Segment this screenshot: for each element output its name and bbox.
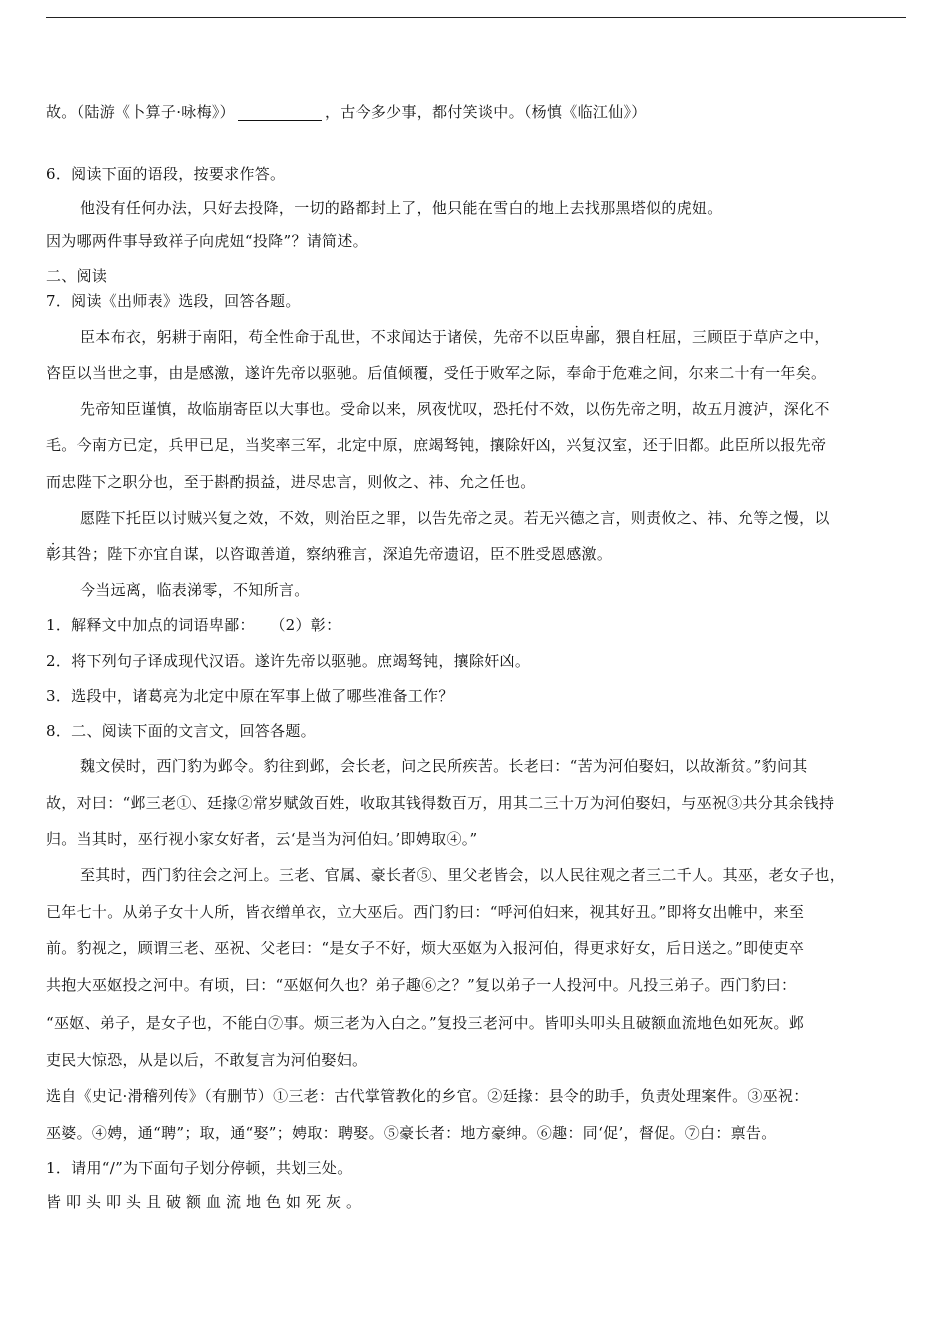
q8-para2-line2: 已年七十。从弟子女十人所，皆衣缯单衣，立大巫后。西门豹曰：“呼河伯妇来，视其好丑。”即将女出帷中，来至 <box>46 903 805 921</box>
section-heading: 二、阅读 <box>46 267 108 285</box>
q8-para1-line2: 故，对曰：“邺三老①、廷掾②常岁赋敛百姓，收取其钱得数百万，用其二三十万为河伯娶妇，与巫祝③共分其余钱持 <box>46 794 835 812</box>
q8-para1-line1: 魏文侯时，西门豹为邺令。豹往到邺，会长老，问之民所疾苦。长老曰：“苦为河伯娶妇，以故渐贫。”豹问其 <box>80 757 808 775</box>
q8-sentence: 皆叩头叩头且破额血流地色如死灰。 <box>46 1193 367 1211</box>
q8-sub1: 1．请用“/”为下面句子划分停顿，共划三处。 <box>46 1159 353 1177</box>
q8-notes-line1: 选自《史记·滑稽列传》（有删节）①三老：古代掌管教化的乡官。②廷掾：县令的助手，负责处理案件。③巫祝： <box>46 1087 809 1105</box>
answer-blank[interactable] <box>238 106 322 121</box>
q5-text-end: ，古今多少事，都付笑谈中。（杨慎《临江仙》） <box>324 103 647 121</box>
q8-para2-line1: 至其时，西门豹往会之河上。三老、官属、豪长者⑤、里父老皆会，以人民往观之者三二千人。其巫，老女子也， <box>80 866 846 884</box>
q5-text: 故。（陆游《卜算子·咏梅》） <box>46 103 235 121</box>
q7-para2-line2: 毛。今南方已定，兵甲已足，当奖率三军，北定中原，庶竭驽钝，攘除奸凶，兴复汉室，还于旧都。此臣所以报先帝 <box>46 436 827 454</box>
q7-para1-line2: 咨臣以当世之事，由是感激，遂许先帝以驱驰。后值倾覆，受任于败军之际，奉命于危难之间，尔来二十有一年矣。 <box>46 364 827 382</box>
dotted-word: 彰 <box>46 545 62 563</box>
q8-para1-line3: 归。当其时，巫行视小家女好者，云‘是当为河伯妇。’即娉取④。” <box>46 830 478 848</box>
q7-title: 7．阅读《出师表》选段，回答各题。 <box>46 292 301 310</box>
q7-para2-line1: 先帝知臣谨慎，故临崩寄臣以大事也。受命以来，夙夜忧叹，恐托付不效，以伤先帝之明，故五月渡泸，深化不 <box>80 400 830 418</box>
dotted-word: 鄙 <box>584 328 601 346</box>
q7-para2-line3: 而忠陛下之职分也，至于斟酌损益，进尽忠言，则攸之、祎、允之任也。 <box>46 473 536 491</box>
top-rule <box>46 17 906 18</box>
q8-para2-line6: 吏民大惊恐，从是以后，不敢复言为河伯娶妇。 <box>46 1051 368 1069</box>
q8-title: 8．二、阅读下面的文言文，回答各题。 <box>46 722 316 740</box>
q7-sub2: 2．将下列句子译成现代汉语。遂许先帝以驱驰。庶竭驽钝，攘除奸凶。 <box>46 652 531 670</box>
q7-sub1: 1．解释文中加点的词语卑鄙： （2）彰： <box>46 616 342 634</box>
q8-para2-line5: “巫妪、弟子，是女子也，不能白⑦事。烦三老为入白之。”复投三老河中。皆叩头叩头且破额血流地色如死灰。邺 <box>46 1014 805 1032</box>
q7-para4: 今当远离，临表涕零，不知所言。 <box>80 581 310 599</box>
q5-line <box>46 101 647 123</box>
q7-para1-line1 <box>80 326 830 348</box>
dotted-word: 卑 <box>569 328 585 346</box>
q6-title: 6．阅读下面的语段，按要求作答。 <box>46 165 286 183</box>
text: 臣本布衣，躬耕于南阳，苟全性命于乱世，不求闻达于诸侯，先帝不以臣 <box>80 328 570 346</box>
q7-sub3: 3．选段中，诸葛亮为北定中原在军事上做了哪些准备工作？ <box>46 687 454 705</box>
q8-notes-line2: 巫婆。④娉，通“聘”；取，通“娶”；娉取：聘娶。⑤豪长者：地方豪绅。⑥趣：同‘促’，督促。⑦白：禀告。 <box>46 1124 777 1142</box>
q6-passage: 他没有任何办法，只好去投降，一切的路都封上了，他只能在雪白的地上去找那黑塔似的虎妞。 <box>80 199 723 217</box>
q8-para2-line3: 前。豹视之，顾谓三老、巫祝、父老曰：“是女子不好，烦大巫妪为入报河伯，得更求好女，后日送之。”即使吏卒 <box>46 939 805 957</box>
q8-para2-line4: 共抱大巫妪投之河中。有顷，曰：“巫妪何久也？弟子趣⑥之？”复以弟子一人投河中。凡投三弟子。西门豹曰： <box>46 976 797 994</box>
q6-question: 因为哪两件事导致祥子向虎妞“投降”？请简述。 <box>46 232 368 250</box>
q7-para3-line2 <box>46 543 612 565</box>
text: ，猥自枉屈，三顾臣于草庐之中， <box>600 328 830 346</box>
text: 其咎；陛下亦宜自谋，以咨诹善道，察纳雅言，深追先帝遗诏，臣不胜受恩感激。 <box>61 545 613 563</box>
q7-para3-line1: 愿陛下托臣以讨贼兴复之效，不效，则治臣之罪，以告先帝之灵。若无兴德之言，则责攸之、祎、允等之慢，以 <box>80 509 830 527</box>
